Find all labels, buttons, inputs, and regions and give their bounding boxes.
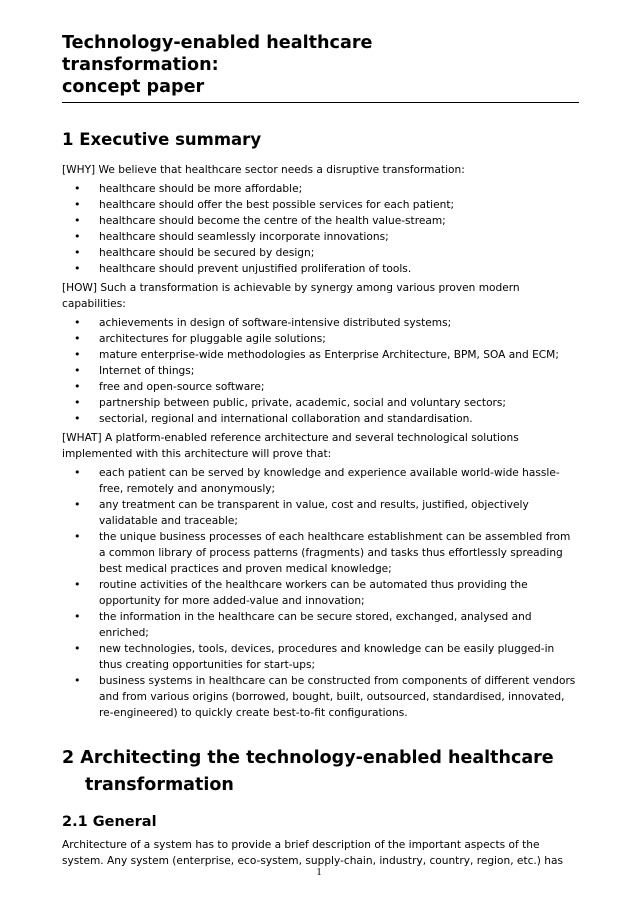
list-item: • architectures for pluggable agile solutions; (62, 331, 579, 347)
list-item: • achievements in design of software-intensive distributed systems; (62, 315, 579, 331)
subsection-heading: 2.1 General (62, 814, 157, 830)
how-paragraph: [HOW] Such a transformation is achievable by synergy among various proven modern capabilities: (62, 282, 520, 310)
list-item: • partnership between public, private, academic, social and voluntary sectors; (62, 395, 579, 411)
general-paragraph: Architecture of a system has to provide a brief description of the important aspects of the system. Any system (enterprise, eco-system, supply-chain, industry, country, region, etc.) has (62, 839, 564, 867)
list-item: • healthcare should seamlessly incorporate innovations; (62, 229, 579, 245)
list-item: • healthcare should be secured by design; (62, 245, 579, 261)
title-line: transformation: (62, 55, 219, 75)
what-paragraph: [WHAT] A platform-enabled reference architecture and several technological solutions implemented with this architecture will prove that: (62, 432, 519, 460)
page-number: 1 (316, 866, 322, 878)
section-heading-line: 2 Architecting the technology-enabled healthcare (62, 748, 554, 768)
section-heading (62, 745, 579, 799)
list-item: • the unique business processes of each healthcare establishment can be assembled from a common library of process patterns (fragments) and tasks thus effortlessly spreading best medical practices and proven medical knowledge; (62, 529, 579, 577)
list-item: • healthcare should prevent unjustified proliferation of tools. (62, 261, 579, 277)
list-item: • healthcare should become the centre of the health value-stream; (62, 213, 579, 229)
why-list (62, 181, 579, 277)
why-paragraph: [WHY] We believe that healthcare sector needs a disruptive transformation: (62, 164, 465, 176)
section-heading-line: transformation (85, 775, 234, 795)
list-item: • the information in the healthcare can be secure stored, exchanged, analysed and enriched; (62, 609, 579, 641)
list-item: • new technologies, tools, devices, procedures and knowledge can be easily plugged-in thus creating opportunities for start-ups; (62, 641, 579, 673)
document-title (62, 32, 579, 103)
document-page (62, 32, 579, 869)
list-item: • free and open-source software; (62, 379, 579, 395)
list-item: • healthcare should be more affordable; (62, 181, 579, 197)
title-line: Technology-enabled healthcare (62, 33, 373, 53)
list-item: • sectorial, regional and international collaboration and standardisation. (62, 411, 579, 427)
list-item: • mature enterprise-wide methodologies as Enterprise Architecture, BPM, SOA and ECM; (62, 347, 579, 363)
list-item: • routine activities of the healthcare workers can be automated thus providing the opportunity for more added-value and innovation; (62, 577, 579, 609)
list-item: • any treatment can be transparent in value, cost and results, justified, objectively validatable and traceable; (62, 497, 579, 529)
list-item: • business systems in healthcare can be constructed from components of different vendors and from various origins (borrowed, bought, built, outsourced, standardised, innovated, re-engineered) to quickly create best-to-fit configurations. (62, 673, 579, 721)
list-item: • healthcare should offer the best possible services for each patient; (62, 197, 579, 213)
title-line: concept paper (62, 77, 205, 97)
list-item: • each patient can be served by knowledge and experience available world-wide hassle-free, remotely and anonymously; (62, 465, 579, 497)
what-list (62, 465, 579, 721)
section-heading: 1 Executive summary (62, 130, 262, 149)
how-list (62, 315, 579, 427)
list-item: • Internet of things; (62, 363, 579, 379)
